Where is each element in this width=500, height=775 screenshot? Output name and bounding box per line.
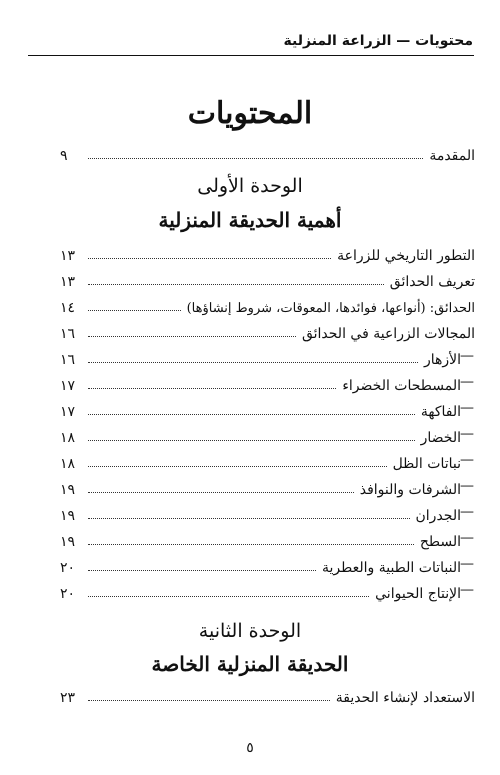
dot-leader: [88, 518, 410, 519]
unit-2-title: الحديقة المنزلية الخاصة: [151, 652, 349, 676]
dot-leader: [88, 336, 296, 337]
toc-entry-page: ١٨: [60, 456, 76, 472]
dot-leader: [88, 700, 330, 701]
toc-entry-page: ٢٠: [60, 560, 76, 576]
dash-bullet: —: [460, 400, 474, 416]
toc-entry: [60, 320, 475, 342]
dash-bullet: —: [460, 582, 474, 598]
dot-leader: [88, 596, 369, 597]
toc-entry-label: المسطحات الخضراء: [342, 378, 461, 394]
dash-bullet: —: [460, 478, 474, 494]
dot-leader: [88, 440, 415, 441]
toc-entry-page: ١٦: [60, 326, 76, 342]
toc-entry-label: المجالات الزراعية في الحدائق: [301, 326, 475, 342]
toc-subentry: [60, 346, 475, 368]
toc-entry: [60, 268, 475, 290]
toc-entry-page: ١٨: [60, 430, 76, 446]
dot-leader: [88, 362, 418, 363]
running-head: محتويات — الزراعة المنزلية: [283, 33, 473, 49]
toc-entry-page: ١٧: [60, 378, 76, 394]
dash-bullet: —: [460, 348, 474, 364]
toc-subentry: [60, 554, 475, 576]
toc-entry-page: ١٣: [60, 248, 76, 264]
toc-entry-label: الاستعداد لإنشاء الحديقة: [335, 690, 475, 706]
dot-leader: [88, 466, 387, 467]
toc-entry-page: ٢٣: [60, 690, 76, 706]
toc-entry-intro: [60, 142, 475, 164]
toc-entry-label: الخضار: [420, 430, 461, 446]
dash-bullet: —: [460, 426, 474, 442]
toc-entry: [60, 294, 475, 316]
dot-leader: [88, 158, 423, 159]
toc-subentry: [60, 424, 475, 446]
toc-subentry: [60, 450, 475, 472]
toc-subentry: [60, 476, 475, 498]
toc-entry-label: الجدران: [415, 508, 461, 524]
toc-entry-label: الفاكهة: [420, 404, 461, 420]
toc-entry-page: ١٩: [60, 534, 76, 550]
toc-entry-label: تعريف الحدائق: [389, 274, 475, 290]
toc-entry-page: ١٦: [60, 352, 76, 368]
toc-entry-label: الأزهار: [423, 352, 461, 368]
toc-subentry: [60, 580, 475, 602]
dot-leader: [88, 310, 181, 311]
page-number: ٥: [246, 740, 254, 756]
toc-entry-page: ١٣: [60, 274, 76, 290]
dot-leader: [88, 544, 414, 545]
toc-entry-page: ٢٠: [60, 586, 76, 602]
dash-bullet: —: [460, 556, 474, 572]
dot-leader: [88, 388, 336, 389]
toc-entry-label: الإنتاج الحيواني: [375, 586, 461, 602]
toc-entry-page: ١٧: [60, 404, 76, 420]
unit-2-label: الوحدة الثانية: [198, 620, 302, 642]
dash-bullet: —: [460, 504, 474, 520]
toc-entry: [60, 242, 475, 264]
toc-entry-page: ١٤: [60, 300, 76, 316]
toc-entry-label: الحدائق: (أنواعها، فوائدها، المعوقات، شروط إنشاؤها): [186, 301, 475, 316]
dash-bullet: —: [460, 374, 474, 390]
toc-subentry: [60, 528, 475, 550]
toc-entry: [60, 684, 475, 706]
toc-entry-label: الشرفات والنوافذ: [359, 482, 461, 498]
toc-entry-label: المقدمة: [429, 148, 475, 164]
dot-leader: [88, 414, 415, 415]
toc-entry-label: السطح: [419, 534, 461, 550]
toc-entry-label: النباتات الطبية والعطرية: [322, 560, 461, 576]
toc-subentry: [60, 398, 475, 420]
dash-bullet: —: [460, 530, 474, 546]
toc-subentry: [60, 502, 475, 524]
toc-subentry: [60, 372, 475, 394]
dash-bullet: —: [460, 452, 474, 468]
toc-entry-page: ١٩: [60, 482, 76, 498]
header-rule: [28, 55, 474, 56]
unit-1-label: الوحدة الأولى: [197, 175, 303, 197]
dot-leader: [88, 570, 316, 571]
dot-leader: [88, 492, 354, 493]
unit-1-title: أهمية الحديقة المنزلية: [158, 208, 342, 232]
dot-leader: [88, 258, 331, 259]
toc-entry-label: نباتات الظل: [392, 456, 461, 472]
toc-entry-page: ٩: [60, 148, 68, 164]
toc-entry-label: التطور التاريخي للزراعة: [337, 248, 475, 264]
dot-leader: [88, 284, 384, 285]
toc-title: المحتويات: [187, 96, 313, 131]
toc-entry-page: ١٩: [60, 508, 76, 524]
